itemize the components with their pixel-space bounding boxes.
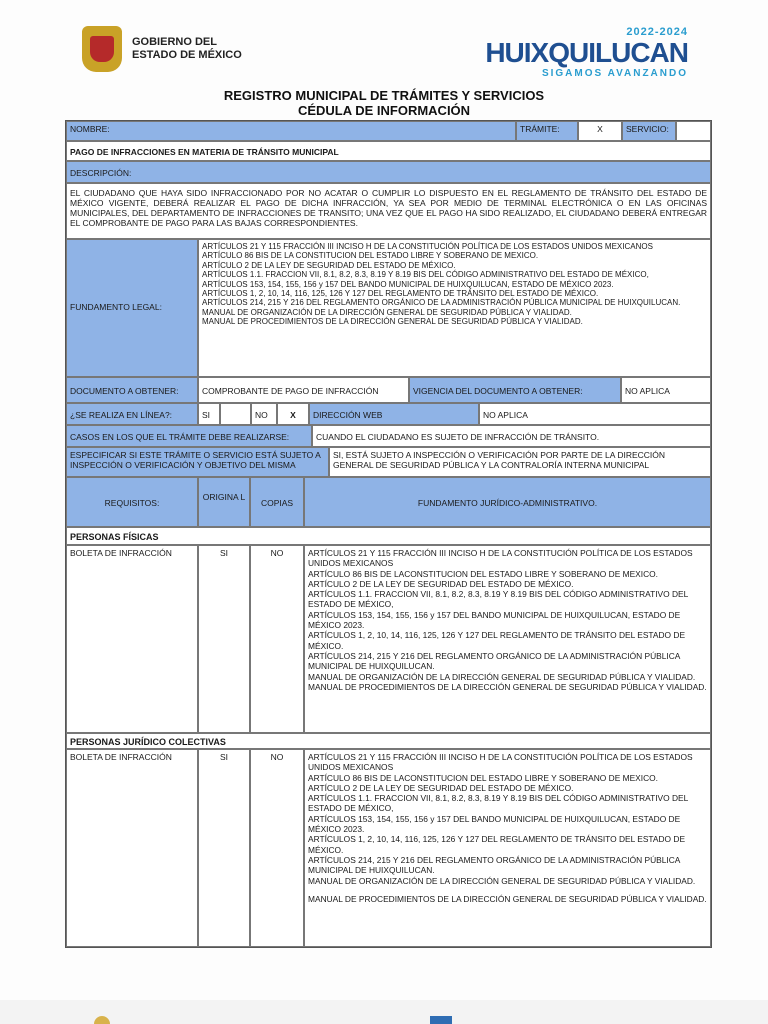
fundamento-item: ARTÍCULOS 214, 215 Y 216 DEL REGLAMENTO ORGÁNICO DE LA ADMINISTRACIÓN PÚBLICA MUNICIPAL DE HUIXQUILUCAN. (202, 298, 681, 308)
tramite-label: TRÁMITE: (516, 121, 578, 141)
fundamento-item: MANUAL DE PROCEDIMIENTOS DE LA DIRECCIÓN GENERAL DE SEGURIDAD PÚBLICA Y VIALIDAD. (202, 317, 583, 327)
fundamento-item: MANUAL DE PROCEDIMIENTOS DE LA DIRECCIÓN GENERAL DE SEGURIDAD PÚBLICA Y VIALIDAD. (308, 681, 707, 692)
information-form (65, 120, 712, 948)
fundamento-item: ARTÍCULO 86 BIS DE LA CONSTITUCION DEL ESTADO LIBRE Y SOBERANO DE MEXICO. (202, 251, 539, 261)
period-label: 2022-2024 (626, 26, 688, 38)
fundamento-item: ARTÍCULOS 153, 154, 155, 156 y 157 DEL BANDO MUNICIPAL DE HUIXQUILUCAN, ESTADO DE MÉXICO 2023. (202, 279, 614, 289)
requisito-original: SI (198, 749, 250, 947)
fundamento-item: ARTÍCULOS 1, 2, 10, 14, 116, 125, 126 Y 127 DEL REGLAMENTO DE TRÁNSITO DEL ESTADO DE MÉXICO. (308, 834, 686, 855)
inspeccion-value: SI, ESTÁ SUJETO A INSPECCIÓN O VERIFICACIÓN POR PARTE DE LA DIRECCIÓN GENERAL DE SEGURIDAD PÚBLICA Y LA CONTRALORÍA INTERNA MUNICIPAL (329, 447, 711, 477)
municipality-name: HUIXQUILUCAN (485, 37, 688, 68)
fundamento-item: ARTÍCULOS 21 Y 115 FRACCIÓN III INCISO H DE LA CONSTITUCIÓN POLÍTICA DE LOS ESTADOS UNIDOS MEXICANOS (202, 242, 653, 251)
requisito-fundamento (304, 545, 711, 733)
descripcion-text: EL CIUDADANO QUE HAYA SIDO INFRACCIONADO POR NO ACATAR O CUMPLIR LO DISPUESTO EN EL REGLAMENTO DE TRÁNSITO DEL ESTADO DE MÉXICO VIGENTE, DEBERÁ REALIZAR EL PAGO DE DICHA INFRACCIÓN, YA SEA POR MEDIO DE TERMINAL ELECTRÓNICA O EN LAS OFICINAS MUNICIPALES, DEL DEPARTAMENTO DE INFRACCIONES DE TRANSITO; UNA VEZ QUE EL PAGO HA SIDO REALIZADO, EL CIUDADANO DEBERÁ ENTREGAR EL COMPROBANTE DE PAGO PARA LAS BAJAS CORRESPONDIENTES. (66, 183, 711, 239)
fundamento-item: ARTÍCULO 86 BIS DE LACONSTITUCION DEL ESTADO LIBRE Y SOBERANO DE MEXICO. (308, 772, 658, 783)
fundamento-item: MANUAL DE ORGANIZACIÓN DE LA DIRECCIÓN GENERAL DE SEGURIDAD PÚBLICA Y VIALIDAD. (308, 671, 696, 682)
fundamento-item: MANUAL DE PROCEDIMIENTOS DE LA DIRECCIÓN GENERAL DE SEGURIDAD PÚBLICA Y VIALIDAD. (308, 893, 707, 904)
req-header-fundamento: FUNDAMENTO JURÍDICO-ADMINISTRATIVO. (304, 477, 711, 527)
requisito-copias: NO (250, 545, 304, 733)
fundamento-item: ARTÍCULOS 1, 2, 10, 14, 116, 125, 126 Y 127 DEL REGLAMENTO DE TRÁNSITO DEL ESTADO DE MÉXICO. (308, 630, 686, 651)
req-header-requisitos: REQUISITOS: (66, 477, 198, 527)
title-line-2: CÉDULA DE INFORMACIÓN (297, 103, 471, 118)
si-mark (220, 403, 251, 425)
si-label: SI (198, 403, 220, 425)
fundamento-item: MANUAL DE ORGANIZACIÓN DE LA DIRECCIÓN GENERAL DE SEGURIDAD PÚBLICA Y VIALIDAD. (308, 875, 696, 886)
fundamento-item: ARTÍCULO 2 DE LA LEY DE SEGURIDAD DEL ESTADO DE MÉXICO. (308, 782, 574, 793)
casos-value: CUANDO EL CIUDADANO ES SUJETO DE INFRACCIÓN DE TRÁNSITO. (312, 425, 711, 447)
nombre-label: NOMBRE: (66, 121, 516, 141)
next-page-strip (0, 1000, 768, 1024)
descripcion-label: DESCRIPCIÓN: (66, 161, 711, 183)
no-mark: X (277, 403, 309, 425)
req-header-copias: COPIAS (250, 477, 304, 527)
gov-logo-text (132, 36, 242, 62)
gov-line-1: GOBIERNO DEL (132, 36, 217, 48)
fundamento-item: ARTÍCULOS 21 Y 115 FRACCIÓN III INCISO H DE LA CONSTITUCIÓN POLÍTICA DE LOS ESTADOS UNIDOS MEXICANOS (308, 752, 693, 773)
fundamento-item: ARTÍCULO 2 DE LA LEY DE SEGURIDAD DEL ESTADO DE MÉXICO. (202, 260, 456, 270)
tramite-name: PAGO DE INFRACCIONES EN MATERIA DE TRÁNSITO MUNICIPAL (66, 141, 711, 161)
web-value: NO APLICA (479, 403, 711, 425)
fundamento-item: ARTÍCULOS 214, 215 Y 216 DEL REGLAMENTO ORGÁNICO DE LA ADMINISTRACIÓN PÚBLICA MUNICIPAL DE HUIXQUILUCAN. (308, 650, 680, 672)
fundamento-item: ARTÍCULOS 214, 215 Y 216 DEL REGLAMENTO ORGÁNICO DE LA ADMINISTRACIÓN PÚBLICA MUNICIPAL DE HUIXQUILUCAN. (308, 854, 680, 876)
fundamento-item: ARTÍCULOS 153, 154, 155, 156 y 157 DEL BANDO MUNICIPAL DE HUIXQUILUCAN, ESTADO DE MÉXICO 2023. (308, 813, 681, 835)
documento-label: DOCUMENTO A OBTENER: (66, 377, 198, 403)
fundamento-item: ARTÍCULOS 1, 2, 10, 14, 116, 125, 126 Y 127 DEL REGLAMENTO DE TRÁNSITO DEL ESTADO DE MÉXICO. (202, 289, 599, 299)
no-label: NO (251, 403, 277, 425)
en-linea-label: ¿SE REALIZA EN LÍNEA?: (66, 403, 198, 425)
fundamento-item: ARTÍCULOS 21 Y 115 FRACCIÓN III INCISO H DE LA CONSTITUCIÓN POLÍTICA DE LOS ESTADOS UNIDOS MEXICANOS (308, 548, 693, 569)
next-page-logo-icon (430, 1016, 452, 1024)
fundamento-item: MANUAL DE ORGANIZACIÓN DE LA DIRECCIÓN GENERAL DE SEGURIDAD PÚBLICA Y VIALIDAD. (202, 307, 572, 317)
gov-line-2: ESTADO DE MÉXICO (132, 49, 242, 61)
page-title (0, 88, 768, 118)
title-line-1: REGISTRO MUNICIPAL DE TRÁMITES Y SERVICIOS (223, 88, 545, 103)
servicio-label: SERVICIO: (622, 121, 676, 141)
slogan: SIGAMOS AVANZANDO (541, 68, 688, 79)
fundamento-item: ARTÍCULO 86 BIS DE LACONSTITUCION DEL ESTADO LIBRE Y SOBERANO DE MEXICO. (308, 568, 658, 579)
fundamento-item: ARTÍCULOS 1.1. FRACCION VII, 8.1, 8.2, 8.3, 8.19 Y 8.19 BIS DEL CÓDIGO ADMINISTRATIVO DEL ESTADO DE MÉXICO, (308, 793, 688, 814)
state-seal-icon (82, 26, 122, 72)
requisito-copias: NO (250, 749, 304, 947)
fundamento-label: FUNDAMENTO LEGAL: (66, 239, 198, 377)
vigencia-label: VIGENCIA DEL DOCUMENTO A OBTENER: (409, 377, 621, 403)
section-title: PERSONAS FÍSICAS (66, 527, 711, 545)
tramite-mark: X (578, 121, 622, 141)
requisito-name: BOLETA DE INFRACCIÓN (66, 545, 198, 733)
huixquilucan-logo (418, 26, 688, 86)
fundamento-list (198, 239, 711, 377)
fundamento-item: ARTÍCULO 2 DE LA LEY DE SEGURIDAD DEL ESTADO DE MÉXICO. (308, 578, 574, 589)
requisito-original: SI (198, 545, 250, 733)
fundamento-item: ARTÍCULOS 1.1. FRACCION VII, 8.1, 8.2, 8.3, 8.19 Y 8.19 BIS DEL CÓDIGO ADMINISTRATIVO DEL ESTADO DE MÉXICO, (308, 589, 688, 610)
gov-edomex-logo (82, 26, 242, 72)
web-label: DIRECCIÓN WEB (309, 403, 479, 425)
requisito-name: BOLETA DE INFRACCIÓN (66, 749, 198, 947)
section-title: PERSONAS JURÍDICO COLECTIVAS (66, 733, 711, 749)
casos-label: CASOS EN LOS QUE EL TRÁMITE DEBE REALIZARSE: (66, 425, 312, 447)
requisito-fundamento (304, 749, 711, 947)
vigencia-value: NO APLICA (621, 377, 711, 403)
fundamento-item: ARTÍCULOS 1.1. FRACCION VII, 8.1, 8.2, 8.3, 8.19 Y 8.19 BIS DEL CÓDIGO ADMINISTRATIVO DEL ESTADO DE MÉXICO, (202, 270, 649, 280)
documento-value: COMPROBANTE DE PAGO DE INFRACCIÓN (198, 377, 409, 403)
servicio-mark (676, 121, 711, 141)
inspeccion-label: ESPECIFICAR SI ESTE TRÁMITE O SERVICIO ESTÁ SUJETO A INSPECCIÓN O VERIFICACIÓN Y OBJETIVO DEL MISMA (66, 447, 329, 477)
req-header-original: ORIGINA L (198, 477, 250, 527)
fundamento-item: ARTÍCULOS 153, 154, 155, 156 y 157 DEL BANDO MUNICIPAL DE HUIXQUILUCAN, ESTADO DE MÉXICO 2023. (308, 609, 681, 631)
